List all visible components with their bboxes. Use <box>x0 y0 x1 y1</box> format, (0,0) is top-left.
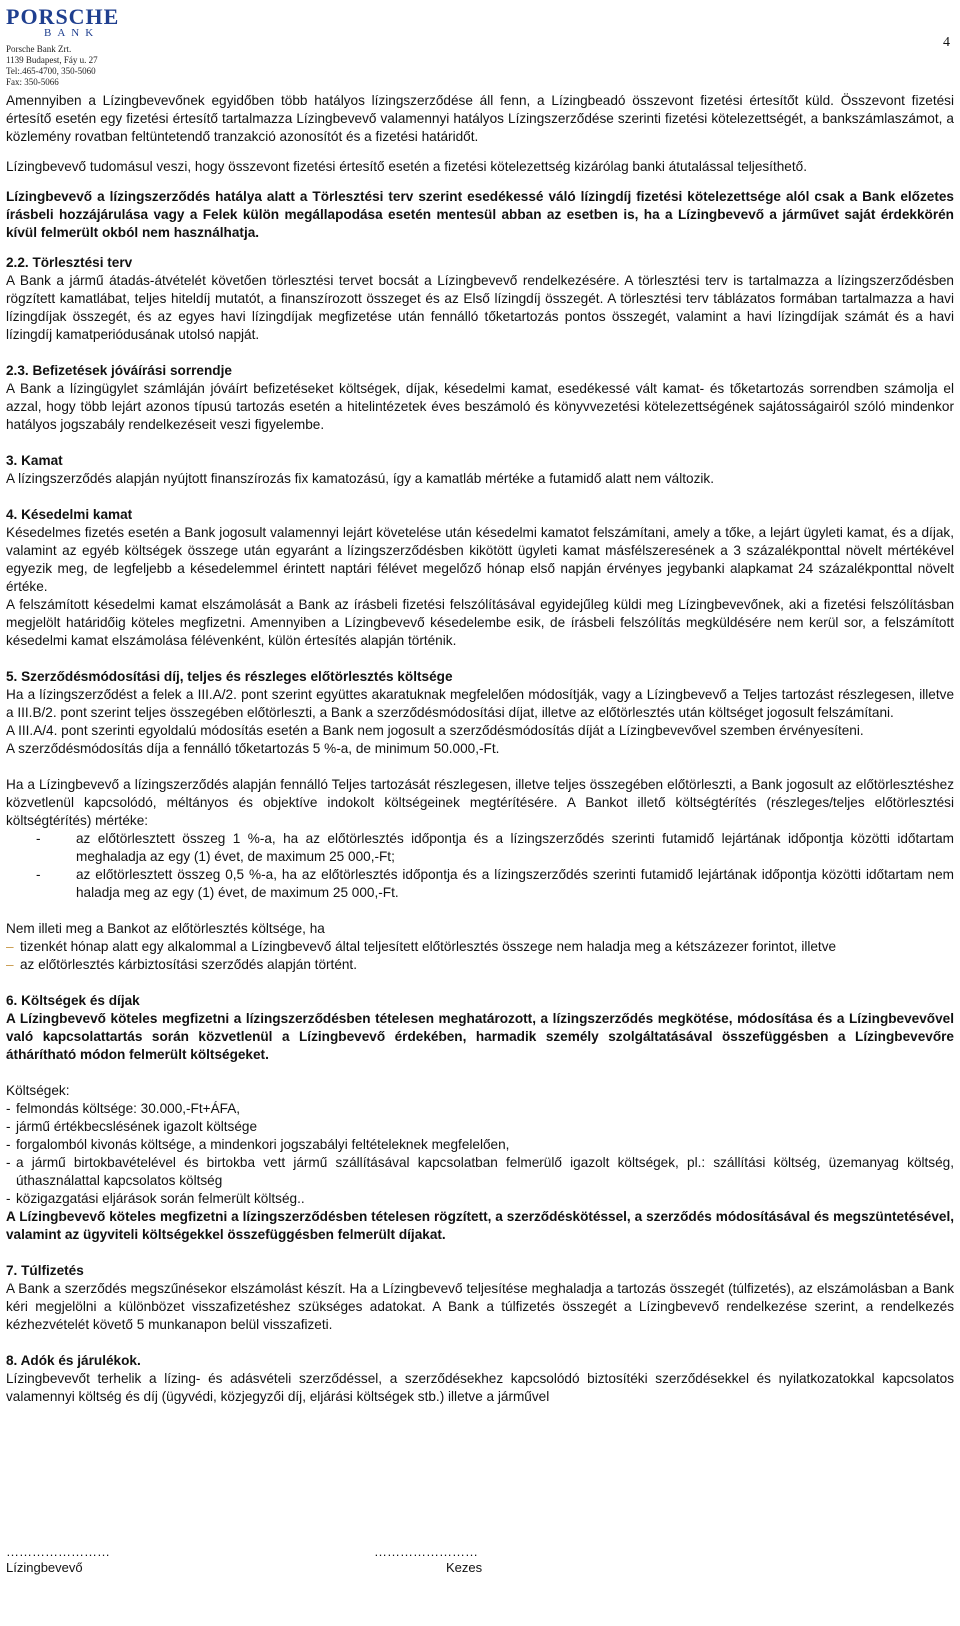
list-item <box>6 938 954 956</box>
list-marker: - <box>6 1155 11 1170</box>
address-line: Porsche Bank Zrt. <box>6 44 72 54</box>
list-marker: - <box>36 867 41 882</box>
paragraph: Ha a lízingszerződést a felek a III.A/2. pont szerint együttes akaratuknak megfelelően módosítják, vagy a Lízingbevevő a Teljes tartozást részlegesen, illetve a III.B/2. pont szerint teljes összegében előtörleszti, a Bank a szerződésmódosítási díjat, illetve az előtörlesztés után költséget jogosult felszámítani. <box>6 687 954 720</box>
list-item <box>6 1154 954 1190</box>
list-item <box>6 866 954 902</box>
page-number: 4 <box>943 35 950 50</box>
signature-lessee <box>6 1544 110 1576</box>
list-item <box>6 1118 954 1136</box>
section-heading: 6. Költségek és díjak <box>6 993 140 1008</box>
document-page <box>6 0 954 1406</box>
list-item <box>6 1100 954 1118</box>
list-item-text: jármű értékbecslésének igazolt költsége <box>16 1119 258 1134</box>
list-item-text: közigazgatási eljárások során felmerült költség.. <box>16 1191 305 1206</box>
paragraph-bold: A Lízingbevevő köteles megfizetni a lízingszerződésben tételesen rögzített, a szerződéskötéssel, a szerződés módosításával és megszüntetésével, valamint az ügyviteli költségekkel összefüggésben felmerült díjakat. <box>6 1209 954 1242</box>
paragraph: Lízingbevevőt terhelik a lízing- és adásvételi szerződéssel, a szerződésekhez kapcsolódó biztosítéki szerződésekkel és nyilatkozatokkal kapcsolatos valamennyi költség és díj (ügyvédi, közjegyzői díj, eljárási költségek stb.) illetve a járművel <box>6 1371 954 1404</box>
paragraph: A Bank a szerződés megszűnésekor elszámolást készít. Ha a Lízingbevevő teljesítése meghaladja a tartozás összegét (túlfizetés), az elszámolásban a Bank kéri megjelölni a különbözet visszafizetéshez szükséges adatokat. A Bank a túlfizetés összegét a Lízingbevevő rendelkezése szerint, a rendelkezés kézhezvételét követő 5 munkanapon belül visszafizeti. <box>6 1281 954 1332</box>
section-heading: 2.2. Törlesztési terv <box>6 255 133 270</box>
section-heading: 4. Késedelmi kamat <box>6 507 133 522</box>
paragraph: Nem illeti meg a Bankot az előtörlesztés költsége, ha <box>6 921 325 936</box>
section-heading: 8. Adók és járulékok. <box>6 1353 141 1368</box>
list-item <box>6 1136 954 1154</box>
section-heading: 5. Szerződésmódosítási díj, teljes és részleges előtörlesztés költsége <box>6 669 453 684</box>
list-item-text: felmondás költsége: 30.000,-Ft+ÁFA, <box>16 1101 241 1116</box>
list-marker: - <box>6 1101 11 1116</box>
signature-dots: …………………… <box>6 1544 110 1559</box>
list-marker: – <box>6 957 14 972</box>
paragraph: A Bank a lízingügylet számláján jóváírt befizetéseket költségek, díjak, késedelmi kamat, esedékessé vált kamat- és tőketartozás sorrendben számolja el azzal, hogy több lejárt azonos típusú tartozás esetén a hitelintézetek éves beszámoló és könyvvezetési kötelezettségének sajátosságairól szóló mindenkor hatályos jogszabály rendelkezéseit veszi figyelembe. <box>6 381 954 432</box>
page-header <box>6 0 954 92</box>
logo-word-porsche: PORSCHE <box>6 4 120 29</box>
list-marker: - <box>6 1137 11 1152</box>
list-item <box>6 830 954 866</box>
paragraph: A III.A/4. pont szerinti egyoldalú módosítás esetén a Bank nem jogosult a szerződésmódosítás díját a Lízingbevevővel szemben érvényesíteni. <box>6 723 864 738</box>
list-item <box>6 956 954 974</box>
paragraph-bold: A Lízingbevevő köteles megfizetni a lízingszerződésben tételesen meghatározott, a lízingszerződés megkötése, módosítása és a Lízingbevevővel való kapcsolattartás során közvetlenül a Lízingbevevő érdekében, harmadik személy szolgáltatásával összefüggésben a Lízingbevevőre áthárítható módon felmerült költségeket. <box>6 1011 954 1062</box>
section-heading: 3. Kamat <box>6 453 63 468</box>
paragraph: Amennyiben a Lízingbevevőnek egyidőben több hatályos lízingszerződése áll fenn, a Lízingbeadó összevont fizetési értesítőt küld. Összevont fizetési értesítő esetén egy fizetési értesítő tartalmazza Lízingbevevő valamennyi hatályos Lízingszerződése szerinti fizetési kötelezettségét, a bankszámlaszámot, a közlemény rovatban feltüntetendő tranzakció azonosítót és a fizetési határidőt. <box>6 93 954 144</box>
paragraph: Ha a Lízingbevevő a lízingszerződés alapján fennálló Teljes tartozását részlegesen, illetve teljes összegében előtörleszti, a Bank jogosult az előtörlesztéshez közvetlenül kapcsolódó, méltányos és objektíve indokolt költségeinek megtérítésére. A Bankot illető költségtérítés (részleges/teljes előtörlesztési költségtérítés) mértéke: <box>6 777 954 828</box>
list-item-text: az előtörlesztett összeg 0,5 %-a, ha az előtörlesztés időpontja és a lízingszerződés szerinti futamidő lejártának időpontja közötti időtartam nem haladja meg az egy (1) évet, de maximum 25 000,-Ft. <box>76 867 954 900</box>
paragraph: A felszámított késedelmi kamat elszámolását a Bank az írásbeli fizetési felszólításával egyidejűleg küldi meg Lízingbevevőnek, aki a fizetési felszólításban megjelölt határidőig köteles megfizetni. Amennyiben a Lízingbevevő késedelembe esik, de írásbeli felszólítás megküldésére nem kerül sor, a felszámított késedelmi kamat elszámolása félévenként, külön értesítés alapján történik. <box>6 597 954 648</box>
section-heading: 2.3. Befizetések jóváírási sorrendje <box>6 363 232 378</box>
list-marker: - <box>6 1119 11 1134</box>
address-line: 1139 Budapest, Fáy u. 27 <box>6 55 98 65</box>
signature-label: Lízingbevevő <box>6 1560 83 1575</box>
list-item-text: forgalomból kivonás költsége, a mindenkori jogszabályi feltételeknek megfelelően, <box>16 1137 510 1152</box>
address-line: Tel:.465-4700, 350-5060 <box>6 66 96 76</box>
section-heading: 7. Túlfizetés <box>6 1263 84 1278</box>
address-line: Fax: 350-5066 <box>6 77 59 87</box>
porsche-bank-logo <box>6 6 166 38</box>
costs-label: Költségek: <box>6 1083 70 1098</box>
paragraph: Késedelmes fizetés esetén a Bank jogosult valamennyi lejárt követelése után késedelmi kamatot felszámítani, amely a tőke, a lejárt ügyleti kamat, és a díjak, valamint az egyéb költségek összege után egyaránt a lízingszerződésben kikötött ügyleti kamat másfélszeresének a 3 százalékponttal növelt mértékével egyezik meg, de legfeljebb a késedelemmel érintett naptári félévet megelőző hónap első napján érvényes jegybanki alapkamat 24 százalékponttal növelt értéke. <box>6 525 954 594</box>
signature-label: Kezes <box>446 1560 483 1575</box>
signature-dots: …………………… <box>374 1544 478 1559</box>
list-item-text: a jármű birtokbavételével és birtokba vett jármű szállításával kapcsolatban felmerülő igazolt költségek, pl.: szállítási költség, üzemanyag költség, úthasználattal kapcsolatos költség <box>16 1155 954 1188</box>
paragraph: A lízingszerződés alapján nyújtott finanszírozás fix kamatozású, így a kamatláb mértéke a futamidő alatt nem változik. <box>6 471 714 486</box>
paragraph: A Bank a jármű átadás-átvételét követően törlesztési tervet bocsát a Lízingbevevő rendelkezésére. A törlesztési terv is tartalmazza a lízingszerződésben rögzített kamatlábat, teljes hiteldíj mutatót, a finanszírozott összeget és az Első lízingdíj összegét. A törlesztési terv táblázatos formában tartalmazza a havi lízingdíjak összegét, és az egyes havi lízingdíjak megfizetése után fennálló tőketartozás pontos összegét, valamint a havi lízingdíjak számát és a havi lízingdíj kamatperiódusának utolsó napját. <box>6 273 954 342</box>
paragraph: A szerződésmódosítás díja a fennálló tőketartozás 5 %-a, de minimum 50.000,-Ft. <box>6 741 500 756</box>
list-item-text: az előtörlesztés kárbiztosítási szerződés alapján történt. <box>20 957 357 972</box>
paragraph-bold: Lízingbevevő a lízingszerződés hatálya alatt a Törlesztési terv szerint esedékessé váló lízingdíj fizetési kötelezettsége alól csak a Bank előzetes írásbeli hozzájárulása vagy a Felek külön megállapodása esetén mentesül abban az esetben is, ha a Lízingbevevő a járművet saját érdekkörén kívül felmerült okból nem használhatja. <box>6 189 954 240</box>
list-item-text: tizenkét hónap alatt egy alkalommal a Lízingbevevő által teljesített előtörlesztés összege nem haladja meg a kétszázezer forintot, illetve <box>20 939 837 954</box>
company-address <box>6 44 98 88</box>
list-marker: – <box>6 939 14 954</box>
list-item <box>6 1190 954 1208</box>
list-marker: - <box>36 831 41 846</box>
list-marker: - <box>6 1191 11 1206</box>
paragraph: Lízingbevevő tudomásul veszi, hogy összevont fizetési értesítő esetén a fizetési kötelezettség kizárólag banki átutalással teljesíthető. <box>6 159 807 174</box>
logo-word-bank: BANK <box>44 27 100 39</box>
signature-guarantor <box>374 1544 482 1576</box>
list-item-text: az előtörlesztett összeg 1 %-a, ha az előtörlesztés időpontja és a lízingszerződés szerinti futamidő lejártának időpontja közötti időtartam meghaladja az egy (1) évet, de maximum 25 000,-Ft; <box>76 831 954 864</box>
